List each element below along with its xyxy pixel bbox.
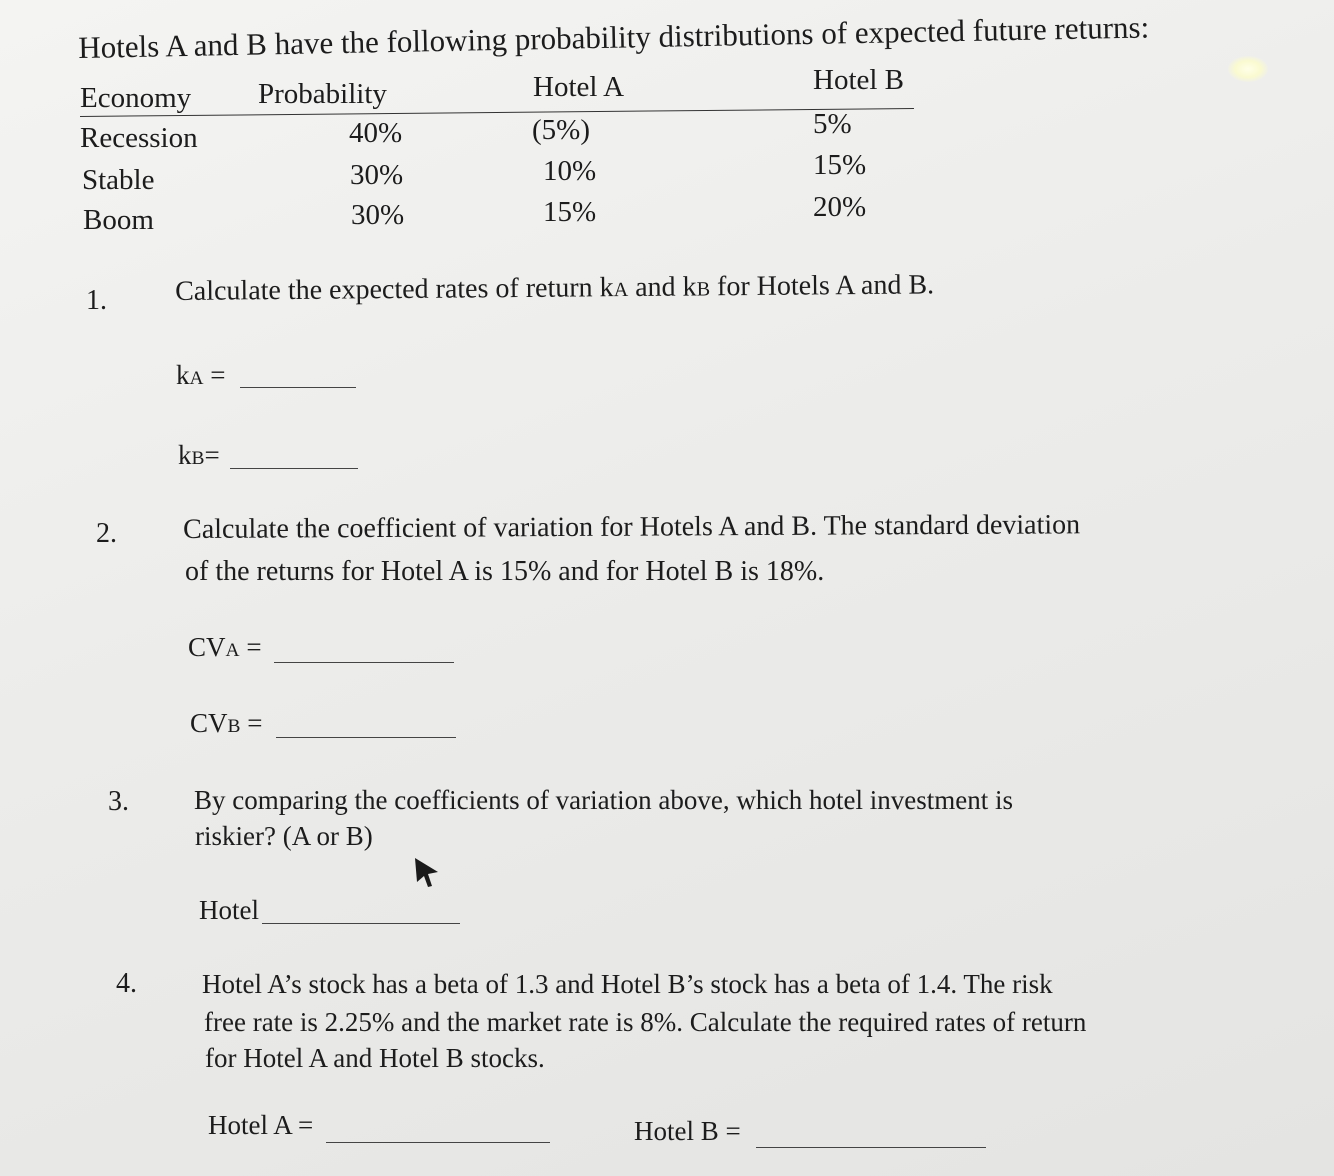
row-recession-hotel-b: 5% [813,108,852,140]
hotel-b-answer-blank[interactable] [756,1147,986,1148]
header-economy: Economy [80,82,192,114]
q4-line-1: Hotel A’s stock has a beta of 1.3 and Hotel B’s stock has a beta of 1.4. The risk [202,969,1053,999]
q3-number: 3. [108,786,129,817]
row-recession-economy: Recession [80,122,198,154]
row-stable-hotel-a: 10% [543,155,597,187]
q4-line-3: for Hotel A and Hotel B stocks. [205,1043,545,1073]
row-recession-probability: 40% [349,117,403,149]
hotel-a-answer-blank[interactable] [326,1142,550,1143]
q4-number: 4. [116,968,137,999]
cva-answer-blank[interactable] [274,662,454,663]
kb-answer-blank[interactable] [230,468,358,469]
q3-line-2: riskier? (A or B) [195,821,373,851]
row-recession-hotel-a: (5%) [532,114,590,146]
row-boom-economy: Boom [83,204,154,236]
kb-label: kB= [178,440,220,470]
row-boom-hotel-a: 15% [543,196,597,228]
cvb-label: CVB = [190,708,263,738]
q2-line-1: Calculate the coefficient of variation for Hotels A and B. The standard deviation [183,509,1081,545]
header-hotel-a: Hotel A [533,71,625,103]
header-probability: Probability [258,78,387,110]
cvb-answer-blank[interactable] [276,737,456,738]
header-hotel-b: Hotel B [813,64,905,96]
mouse-cursor-icon [412,856,442,892]
row-stable-hotel-b: 15% [813,149,867,181]
ka-answer-blank[interactable] [240,387,356,388]
q3-answer-label: Hotel [199,895,259,925]
row-boom-hotel-b: 20% [813,191,867,223]
ka-label: kA = [176,360,226,390]
light-glare [1228,56,1268,82]
header-rule [80,108,914,117]
q3-answer-blank[interactable] [262,923,460,924]
q3-line-1: By comparing the coefficients of variation above, which hotel investment is [194,785,1014,815]
q2-line-2: of the returns for Hotel A is 15% and for Hotel B is 18%. [185,556,825,587]
q1-number: 1. [86,285,107,316]
hotel-a-label: Hotel A = [208,1110,314,1140]
hotel-b-label: Hotel B = [634,1116,741,1146]
cva-label: CVA = [188,632,262,662]
row-boom-probability: 30% [351,199,405,231]
q1-text: Calculate the expected rates of return kA and kB for Hotels A and B. [175,269,935,307]
q2-number: 2. [96,518,117,549]
q4-line-2: free rate is 2.25% and the market rate is 8%. Calculate the required rates of return [204,1007,1087,1037]
row-stable-economy: Stable [82,164,155,196]
row-stable-probability: 30% [350,159,404,191]
intro-text: Hotels A and B have the following probability distributions of expected future returns: [78,9,1150,65]
